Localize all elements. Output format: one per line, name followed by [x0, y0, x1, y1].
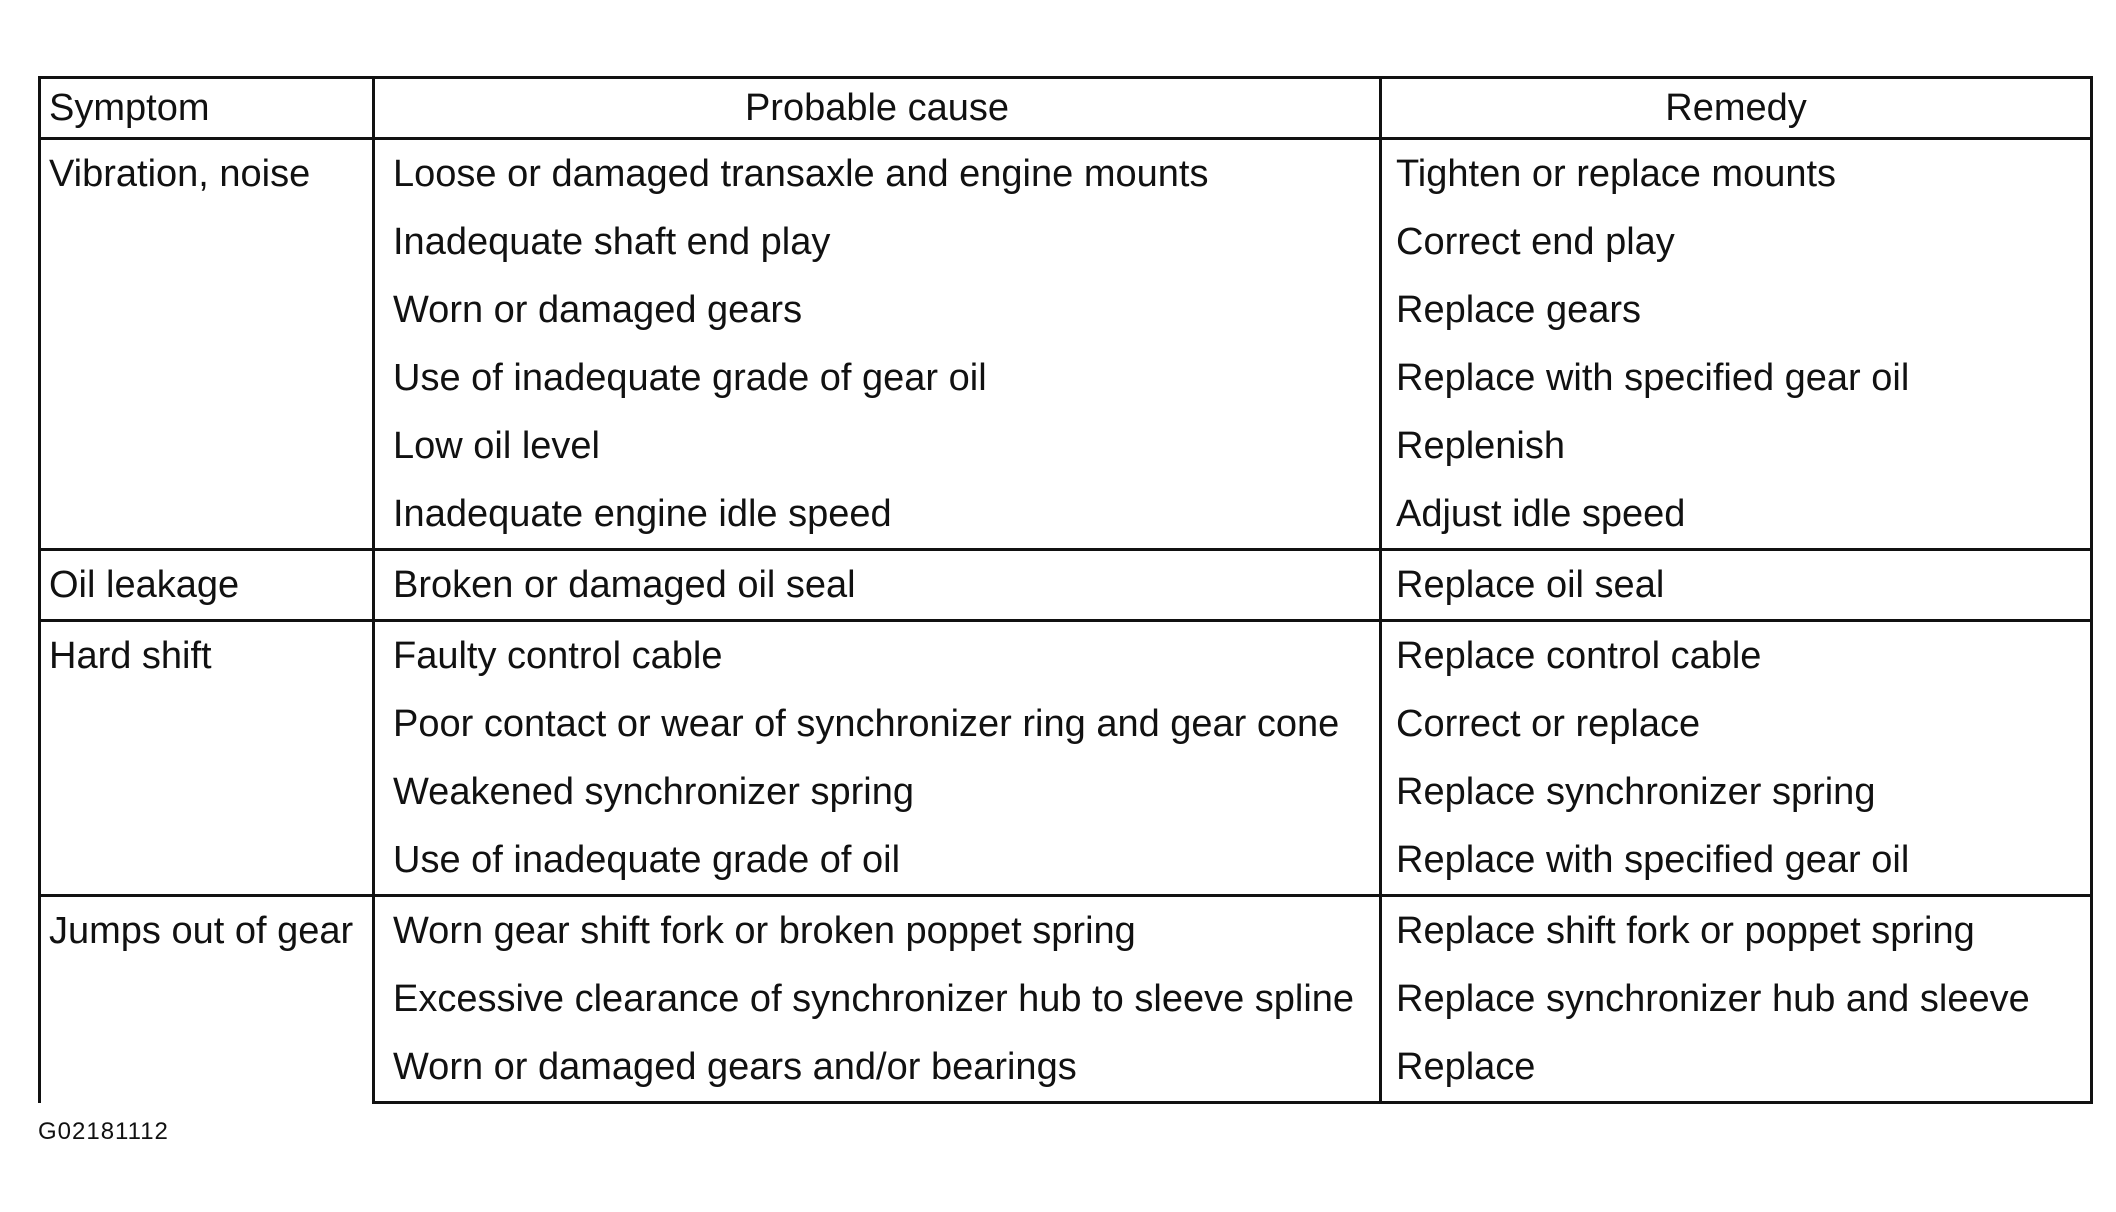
- header-remedy: Remedy: [1381, 78, 2092, 139]
- remedy-cell: Correct or replace: [1381, 690, 2092, 758]
- cause-cell: Use of inadequate grade of gear oil: [374, 344, 1381, 412]
- cause-cell: Inadequate shaft end play: [374, 208, 1381, 276]
- cause-cell: Worn gear shift fork or broken poppet spring: [374, 896, 1381, 966]
- remedy-cell: Replace with specified gear oil: [1381, 826, 2092, 896]
- remedy-cell: Correct end play: [1381, 208, 2092, 276]
- symptom-cell: Oil leakage: [40, 550, 374, 621]
- table-row: [40, 896, 2092, 966]
- remedy-cell: Replenish: [1381, 412, 2092, 480]
- cause-cell: Worn or damaged gears: [374, 276, 1381, 344]
- remedy-cell: Replace synchronizer spring: [1381, 758, 2092, 826]
- remedy-cell: Adjust idle speed: [1381, 480, 2092, 550]
- cause-cell: Weakened synchronizer spring: [374, 758, 1381, 826]
- cause-cell: Poor contact or wear of synchronizer ring and gear cone: [374, 690, 1381, 758]
- remedy-cell: Replace shift fork or poppet spring: [1381, 896, 2092, 966]
- troubleshooting-table: [38, 76, 2093, 1104]
- cause-cell: Inadequate engine idle speed: [374, 480, 1381, 550]
- symptom-cell: Jumps out of gear: [40, 896, 374, 1103]
- cause-cell: Faulty control cable: [374, 621, 1381, 691]
- cause-cell: Broken or damaged oil seal: [374, 550, 1381, 621]
- remedy-cell: Replace control cable: [1381, 621, 2092, 691]
- header-probable-cause: Probable cause: [374, 78, 1381, 139]
- table-row: [40, 621, 2092, 691]
- table-row: [40, 550, 2092, 621]
- symptom-cell: Vibration, noise: [40, 139, 374, 550]
- remedy-cell: Replace gears: [1381, 276, 2092, 344]
- cause-cell: Low oil level: [374, 412, 1381, 480]
- header-symptom: Symptom: [40, 78, 374, 139]
- table-header-row: [40, 78, 2092, 139]
- figure-id-label: G02181112: [38, 1118, 169, 1145]
- cause-cell: Excessive clearance of synchronizer hub to sleeve spline: [374, 965, 1381, 1033]
- remedy-cell: Replace: [1381, 1033, 2092, 1103]
- remedy-cell: Replace synchronizer hub and sleeve: [1381, 965, 2092, 1033]
- remedy-cell: Tighten or replace mounts: [1381, 139, 2092, 209]
- remedy-cell: Replace with specified gear oil: [1381, 344, 2092, 412]
- remedy-cell: Replace oil seal: [1381, 550, 2092, 621]
- cause-cell: Worn or damaged gears and/or bearings: [374, 1033, 1381, 1103]
- symptom-cell: Hard shift: [40, 621, 374, 896]
- cause-cell: Loose or damaged transaxle and engine mounts: [374, 139, 1381, 209]
- table-row: [40, 139, 2092, 209]
- cause-cell: Use of inadequate grade of oil: [374, 826, 1381, 896]
